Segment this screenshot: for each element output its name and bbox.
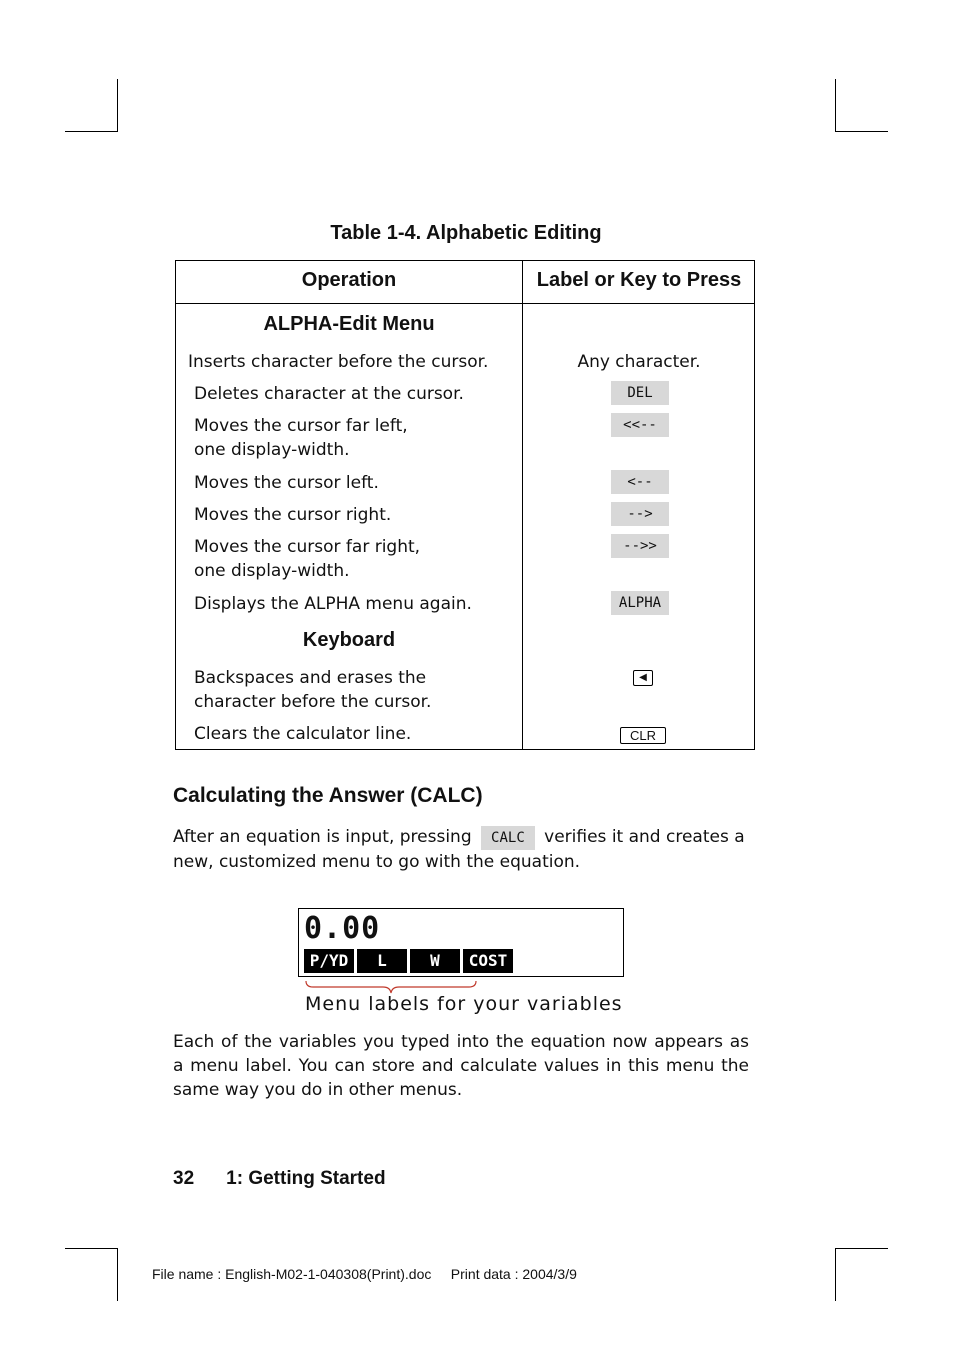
variables-paragraph: Each of the variables you typed into the equation now appears as a menu label. You can store and calculate values in this menu the same way you do in other menus. xyxy=(173,1032,749,1100)
del-key: DEL xyxy=(611,381,669,405)
menu-label-l: L xyxy=(357,949,407,973)
crop-mark-bottom-left-v xyxy=(117,1248,118,1301)
crop-mark-top-left-h xyxy=(65,131,118,132)
row-operation: Moves the cursor far left, one display-width. xyxy=(194,416,408,460)
chapter-title: 1: Getting Started xyxy=(226,1168,386,1189)
far-right-key: -->> xyxy=(611,534,669,558)
header-operation: Operation xyxy=(301,269,397,291)
row-operation: Backspaces and erases the character before the cursor. xyxy=(194,668,432,712)
paragraph-text: After an equation is input, pressing xyxy=(173,827,472,847)
crop-mark-bottom-left-h xyxy=(65,1248,118,1249)
calc-paragraph xyxy=(173,825,755,874)
row-operation: Clears the calculator line. xyxy=(194,724,412,744)
row-operation: Moves the cursor right. xyxy=(194,505,392,525)
section-keyboard: Keyboard xyxy=(302,629,396,651)
crop-mark-top-left-v xyxy=(117,79,118,132)
crop-mark-bottom-right-h xyxy=(835,1248,888,1249)
display-caption: Menu labels for your variables xyxy=(305,993,623,1015)
table-header-divider xyxy=(176,303,754,304)
left-key: <-- xyxy=(611,470,669,494)
backspace-key-icon: ◀ xyxy=(633,670,653,686)
page-footer xyxy=(173,1168,386,1190)
alphabetic-editing-table xyxy=(175,260,755,750)
alpha-key: ALPHA xyxy=(611,591,669,615)
page-number: 32 xyxy=(173,1168,195,1189)
section-heading: Calculating the Answer (CALC) xyxy=(173,784,483,807)
section-alpha-edit-menu: ALPHA-Edit Menu xyxy=(263,313,435,335)
row-key-text: Any character. xyxy=(577,352,701,372)
table-column-divider xyxy=(522,261,523,749)
right-key: --> xyxy=(611,502,669,526)
menu-label-pyd: P/YD xyxy=(304,949,354,973)
crop-mark-bottom-right-v xyxy=(835,1248,836,1301)
menu-label-cost: COST xyxy=(463,949,513,973)
file-info: File name : English-M02-1-040308(Print).doc Print data : 2004/3/9 xyxy=(152,1266,577,1282)
crop-mark-top-right-h xyxy=(835,131,888,132)
header-key: Label or Key to Press xyxy=(536,269,742,291)
row-operation: Displays the ALPHA menu again. xyxy=(194,594,472,614)
paragraph-text: verifies it and creates a new, customized menu to go with the equation. xyxy=(173,827,745,872)
menu-label-w: W xyxy=(410,949,460,973)
far-left-key: <<-- xyxy=(611,413,669,437)
table-caption: Table 1-4. Alphabetic Editing xyxy=(330,222,602,244)
display-value: 0.00 xyxy=(304,911,381,946)
row-operation: Moves the cursor left. xyxy=(194,473,379,493)
row-operation: Inserts character before the cursor. xyxy=(188,352,489,372)
clr-key: CLR xyxy=(620,727,666,744)
crop-mark-top-right-v xyxy=(835,79,836,132)
calc-key: CALC xyxy=(481,826,535,850)
calculator-display xyxy=(298,908,624,977)
brace-icon xyxy=(305,980,477,994)
row-operation: Deletes character at the cursor. xyxy=(194,384,464,404)
row-operation: Moves the cursor far right, one display-width. xyxy=(194,537,421,581)
